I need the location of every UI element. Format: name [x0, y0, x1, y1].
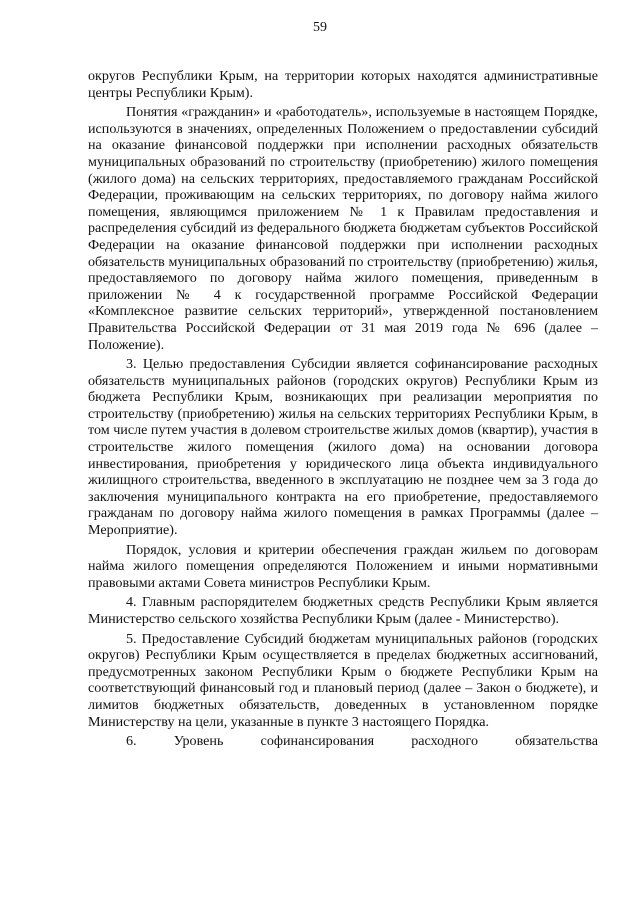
- paragraph-definitions: Понятия «гражданин» и «работодатель», используемые в настоящем Порядке, используются в значениях, определенных Положением о предоставлении субсидий на оказание финансовой поддержки при исполнении расходных обязательств муниципальных образований по строительству (приобретению) жилого помещения (жилого дома) на сельских территориях, предоставляемого гражданам Российской Федерации, проживающим на сельских территориях, по договору найма жилого помещения, являющимся приложением № 1 к Правилам предоставления и распределения субсидий из федерального бюджета бюджетам субъектов Российской Федерации на оказание финансовой поддержки при исполнении расходных обязательств муниципальных образований по строительству (приобретению) жилья, предоставляемого по договору найма жилого помещения, приведенным в приложении № 4 к государственной программе Российской Федерации «Комплексное развитие сельских территорий», утвержденной постановлением Правительства Российской Федерации от 31 мая 2019 года № 696 (далее – Положение).: [88, 104, 598, 353]
- paragraph-item-6: 6. Уровень софинансирования расходного обязательства: [126, 733, 598, 750]
- paragraph-continuation: округов Республики Крым, на территории которых находятся административные центры Республики Крым).: [88, 68, 598, 101]
- paragraph-conditions: Порядок, условия и критерии обеспечения граждан жильем по договорам найма жилого помещения определяются Положением и иными нормативными правовыми актами Совета министров Республики Крым.: [88, 541, 598, 591]
- paragraph-item-3: 3. Целью предоставления Субсидии является софинансирование расходных обязательств муниципальных районов (городских округов) Республики Крым из бюджета Республики Крым, возникающих при реализации мероприятия по строительству (приобретению) жилья на сельских территориях Республики Крым, в том числе путем участия в долевом строительстве жилых домов (квартир), участия в строительстве жилого помещения (жилого дома) на основании договора инвестирования, приобретения у юридического лица объекта индивидуального жилищного строительства, введенного в эксплуатацию не позднее чем за 3 года до заключения муниципального контракта на его приобретение, предоставляемого гражданам по договору найма жилого помещения в рамках Программы (далее – Мероприятие).: [88, 356, 598, 539]
- paragraph-item-4: 4. Главным распорядителем бюджетных средств Республики Крым является Министерство сельского хозяйства Республики Крым (далее - Министерство).: [88, 594, 598, 627]
- document-body: [88, 68, 598, 750]
- page-number: 59: [313, 20, 327, 35]
- paragraph-item-5: 5. Предоставление Субсидий бюджетам муниципальных районов (городских округов) Республики Крым осуществляется в пределах бюджетных ассигнований, предусмотренных законом Республики Крым о бюджете Республики Крым на соответствующий финансовый год и плановый период (далее – Закон о бюджете), и лимитов бюджетных обязательств, доведенных в установленном порядке Министерству на цели, указанные в пункте 3 настоящего Порядка.: [88, 630, 598, 730]
